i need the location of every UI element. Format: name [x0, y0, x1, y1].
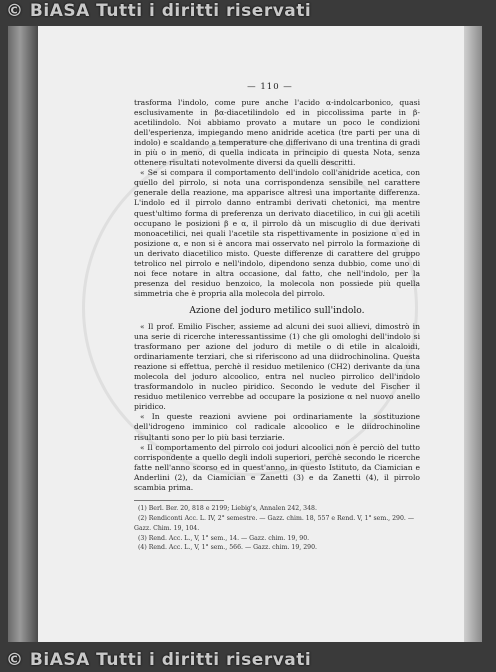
page-edge — [464, 26, 482, 642]
footnote: (1) Berl. Ber. 20, 818 e 2199; Liebig's, Annalen 242, 348. — [138, 504, 317, 512]
page-number: — 110 — — [247, 82, 293, 92]
footnote: (4) Rend. Acc. L., V, 1° sem., 566. — Gazz. chim. 19, 290. — [138, 544, 317, 552]
paragraph: « Il prof. Emilio Fischer, assieme ad alcuni dei suoi allievi, dimostrò in una serie di ricerche interessantissime (1) che gli omologhi dell'indolo si trasformano per azione del joduro di metile o di etile in alcaloidi, ordinariamente terziari, che si riferiscono ad una diidrochinolina. Questa reazione si effettua, perchè il residuo metilenico (CH2) derivante da una molecola del joduro alcoolico, entra nel nucleo pirrolico dell'indolo trasformandolo in nucleo piridico. Secondo le vedute del Fischer il residuo metilenico verrebbe ad occupare la posizione α nel nuovo anello piridico. — [134, 321, 420, 412]
footnotes — [134, 504, 420, 554]
paragraph: « Il comportamento del pirrolo coi joduri alcoolici non è perciò del tutto corrispondente a quello degli indoli superiori, perchè secondo le ricerche fatte nell'anno scorso ed in quest'anno, in questo Istituto, da Ciamician e Anderlini (2), da Ciamician e Zanetti (3) e da Zanetti (4), il pirrolo scambia prima. — [134, 442, 420, 492]
paragraph: « Se si compara il comportamento dell'indolo coll'anidride acetica, con quello del pirrolo, si nota una corrispondenza sensibile nel carattere generale della reazione, ma apparisce altresì una importante differenza. L'indolo ed il pirrolo danno entrambi derivati chetonici, ma mentre quest'ultimo forma di preferenza un derivato diacetilico, in cui gli acetili occupano le posizioni β e α, il pirrolo dà un miscuglio di due derivati monoacetilici, nei quali l'acetile sta rispettivamente in posizione α ed in posizione α, e non si è ancora mai osservato nel pirrolo la formazione di un derivato diacetilico misto. Queste differenze di carattere del gruppo tetrolico nel pirrolo e nell'indolo, dipendono senza dubbio, come uno di noi fece notare in altra occasione, dal fatto, che nell'indolo, per la presenza del residuo benzoico, la molecola non possiede più quella simmetria che è propria alla molecola del pirrolo. — [134, 168, 420, 298]
copyright-watermark-top: © BiASA Tutti i diritti riservati — [6, 1, 312, 21]
section-title: Azione del joduro metilico sull'indolo. — [189, 304, 365, 316]
paragraph: trasforma l'indolo, come pure anche l'acido α-indolcarbonico, quasi esclusivamente in βα-diacetilindolo ed in piccolissima parte in β-acetilindolo. Noi abbiamo provato a mutare un poco le condizioni dell'esperienza, impiegando meno anidride acetica (tre parti per una di indolo) e scaldando a temperature che differivano di una trentina di gradi in più o in meno, di quella indicata in principio di questa Nota, senza ottenere risultati notevolmente diversi da quelli descritti. — [134, 98, 420, 168]
footnote-divider — [134, 500, 224, 501]
footnote: (3) Rend. Acc. L., V, 1° sem., 14. — Gazz. chim. 19, 90. — [138, 534, 310, 542]
footnote: (2) Rendiconti Acc. L. IV, 2° semestre. — Gazz. chim. 18, 557 e Rend. V, 1° sem., 290. — Gazz. Chim. 19, 104. — [134, 514, 415, 532]
copyright-watermark-bottom: © BiASA Tutti i diritti riservati — [6, 650, 312, 670]
paragraph: « In queste reazioni avviene poi ordinariamente la sostituzione dell'idrogeno imminico col radicale alcoolico e le diidrochinoline risultanti sono per lo più basi terziarie. — [134, 412, 420, 442]
page-body — [134, 98, 420, 553]
book-spine — [8, 26, 38, 642]
